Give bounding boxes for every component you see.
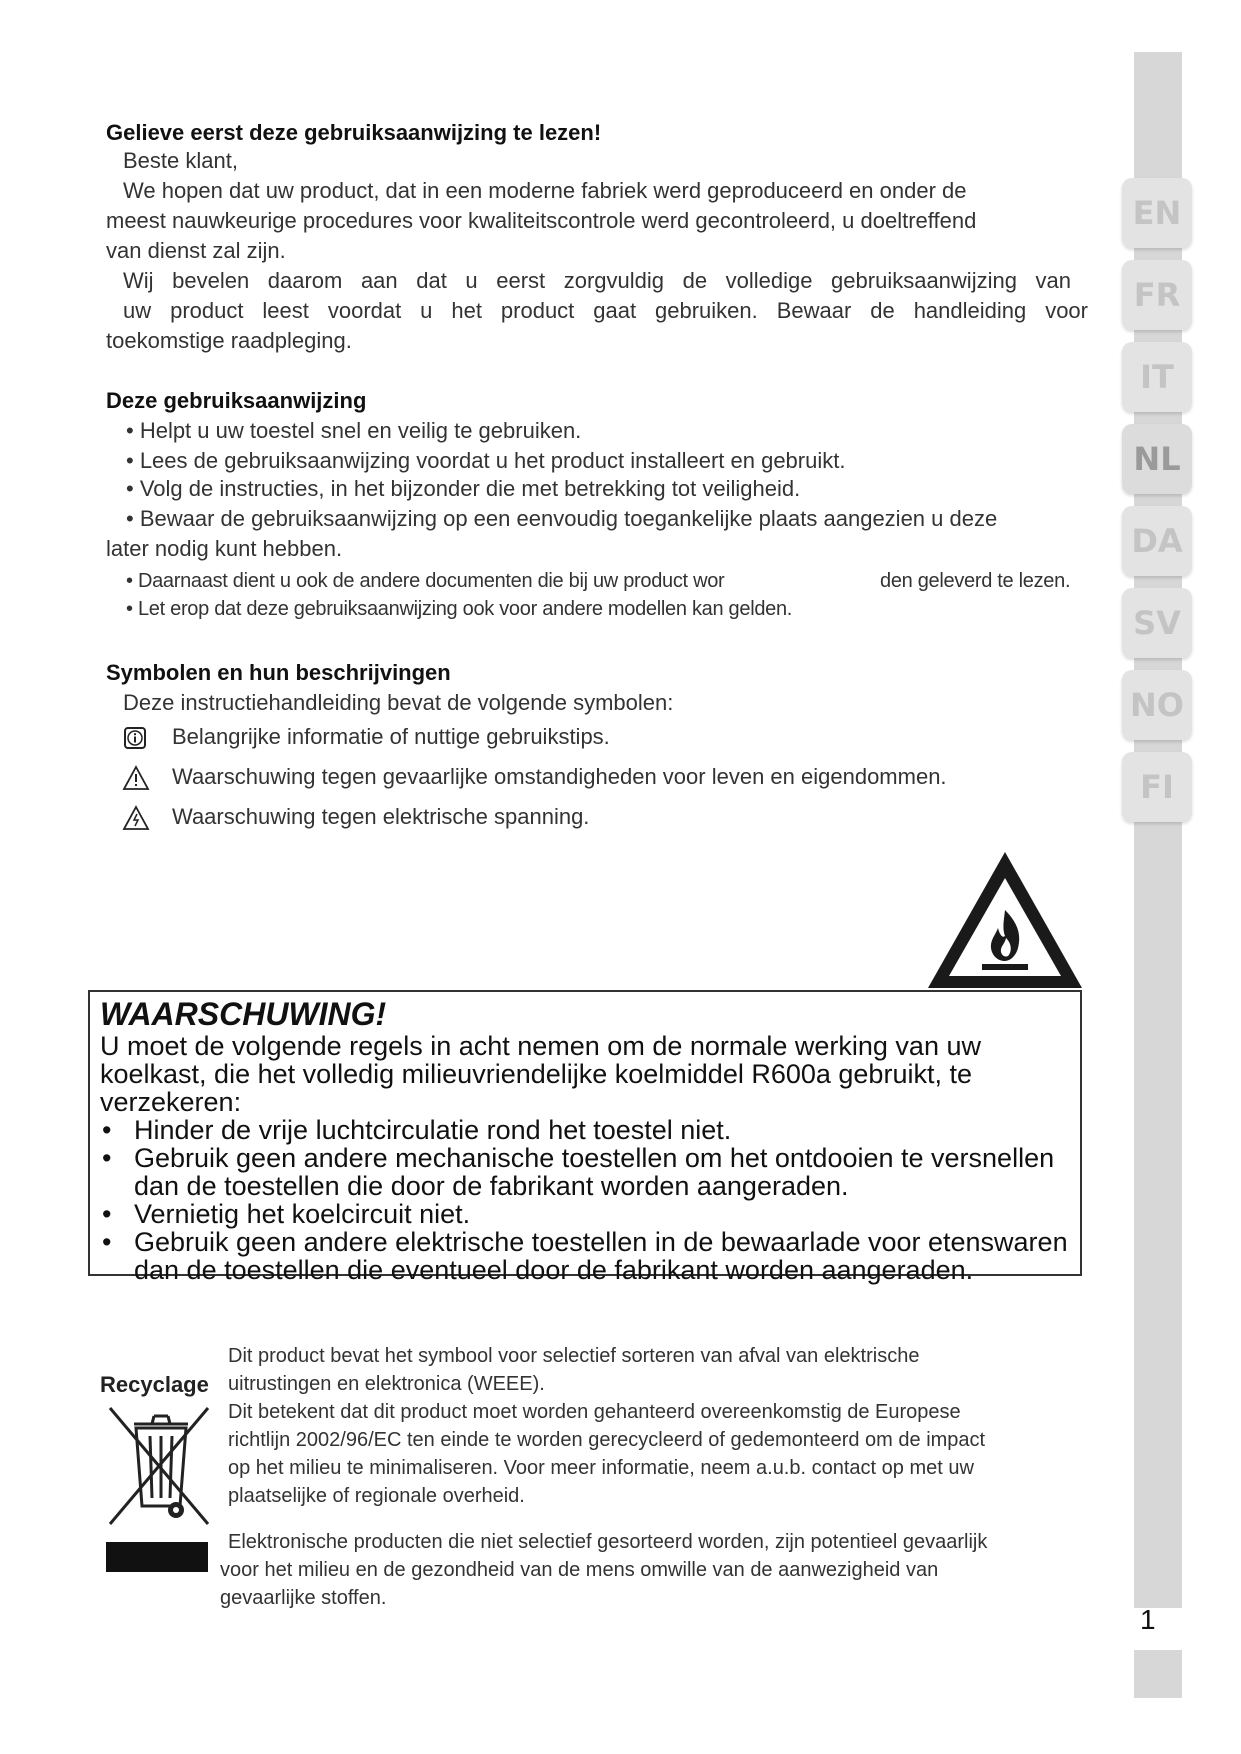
intro-para1-line3: van dienst zal zijn. [106, 238, 286, 263]
lang-tab-fr[interactable]: FR [1122, 260, 1192, 330]
manual-heading: Deze gebruiksaanwijzing [106, 388, 367, 413]
recycle-p1-line2: uitrustingen en elektronica (WEEE). [228, 1373, 545, 1395]
manual-bullet-3: • Volg de instructies, in het bijzonder die met betrekking tot veiligheid. [126, 476, 801, 501]
intro-greeting: Beste klant, [123, 148, 238, 173]
warning-item: • Gebruik geen andere elektrische toestellen in de bewaarlade voor etenswaren dan de toestellen die eventueel door de fabrikant worden aangeraden. [100, 1228, 1070, 1284]
page-number: 1 [1140, 1604, 1156, 1635]
warning-triangle-icon [122, 765, 150, 791]
recycle-p1-line3: Dit betekent dat dit product moet worden gehanteerd overeenkomstig de Europese [228, 1401, 961, 1423]
manual-bullet-4-line2: later nodig kunt hebben. [106, 536, 343, 561]
intro-para1-line1: We hopen dat uw product, dat in een moderne fabriek werd geproduceerd en onder de [123, 178, 967, 203]
warning-text: U moet de volgende regels in acht nemen om de normale werking van uw koelkast, die het volledig milieuvriendelijke koelmiddel R600a gebruikt, te verzekeren: [100, 1031, 981, 1117]
lang-tab-fi[interactable]: FI [1122, 752, 1192, 822]
warning-item: • Hinder de vrije luchtcirculatie rond het toestel niet. [100, 1116, 1070, 1144]
info-icon [124, 727, 146, 749]
lang-tab-no[interactable]: NO [1122, 670, 1192, 740]
footer-block [1134, 1650, 1182, 1698]
intro-para2-line3: toekomstige raadpleging. [106, 328, 352, 353]
symbol-warning-text: Waarschuwing tegen gevaarlijke omstandigheden voor leven en eigendommen. [172, 764, 947, 789]
lang-tab-en[interactable]: EN [1122, 178, 1192, 248]
symbols-heading: Symbolen en hun beschrijvingen [106, 660, 451, 685]
flammable-warning-icon [924, 848, 1086, 992]
intro-para2-line2: uw product leest voordat u het product gaat gebruiken. Bewaar de handleiding voor [123, 298, 1088, 323]
warning-list [100, 1116, 1070, 1284]
symbol-electric-text: Waarschuwing tegen elektrische spanning. [172, 804, 590, 829]
recycle-p1-line1: Dit product bevat het symbool voor selectief sorteren van afval van elektrische [228, 1345, 920, 1367]
intro-para1-line2: meest nauwkeurige procedures voor kwaliteitscontrole werd gecontroleerd, u doeltreffend [106, 208, 977, 233]
warning-item: • Vernietig het koelcircuit niet. [100, 1200, 1070, 1228]
manual-bullet-6: • Let erop dat deze gebruiksaanwijzing ook voor andere modellen kan gelden. [126, 598, 793, 620]
lang-tab-da[interactable]: DA [1122, 506, 1192, 576]
black-bar [106, 1542, 208, 1572]
manual-bullet-5b: den geleverd te lezen. [880, 570, 1071, 592]
recycle-logo-label: Recyclage [100, 1372, 209, 1397]
lang-tab-sv[interactable]: SV [1122, 588, 1192, 658]
intro-heading: Gelieve eerst deze gebruiksaanwijzing te lezen! [106, 120, 602, 145]
manual-bullet-2: • Lees de gebruiksaanwijzing voordat u het product installeert en gebruikt. [126, 448, 846, 473]
recycle-p2-line2: voor het milieu en de gezondheid van de mens omwille van de aanwezigheid van [220, 1559, 939, 1581]
recycle-p1-line4: richtlijn 2002/96/EC ten einde te worden gerecycleerd of gedemonteerd om de impact [228, 1429, 986, 1451]
electric-warning-icon [122, 805, 150, 831]
recycle-p1-line6: plaatselijke of regionale overheid. [228, 1485, 525, 1507]
lang-tab-nl[interactable]: NL [1122, 424, 1192, 494]
recycle-p2-line1: Elektronische producten die niet selectief gesorteerd worden, zijn potentieel gevaarlijk [228, 1531, 988, 1553]
symbols-intro: Deze instructiehandleiding bevat de volgende symbolen: [123, 690, 674, 715]
symbol-info-text: Belangrijke informatie of nuttige gebruikstips. [172, 724, 610, 749]
recycle-p1-line5: op het milieu te minimaliseren. Voor meer informatie, neem a.u.b. contact op met uw [228, 1457, 974, 1479]
warning-item: • Gebruik geen andere mechanische toestellen om het ontdooien te versnellen dan de toestellen die door de fabrikant worden aangeraden. [100, 1144, 1070, 1200]
manual-bullet-5a: • Daarnaast dient u ook de andere documenten die bij uw product wor [126, 570, 725, 592]
manual-bullet-1: • Helpt u uw toestel snel en veilig te gebruiken. [126, 418, 582, 443]
warning-box [88, 990, 1082, 1285]
warning-title: WAARSCHUWING! [100, 996, 387, 1032]
lang-tab-it[interactable]: IT [1122, 342, 1192, 412]
manual-bullet-4-line1: • Bewaar de gebruiksaanwijzing op een eenvoudig toegankelijke plaats aangezien u deze [126, 506, 998, 531]
crossed-bin-icon [104, 1402, 214, 1530]
intro-para2-line1: Wij bevelen daarom aan dat u eerst zorgvuldig de volledige gebruiksaanwijzing van [123, 268, 1071, 293]
recycle-p2-line3: gevaarlijke stoffen. [220, 1587, 387, 1609]
